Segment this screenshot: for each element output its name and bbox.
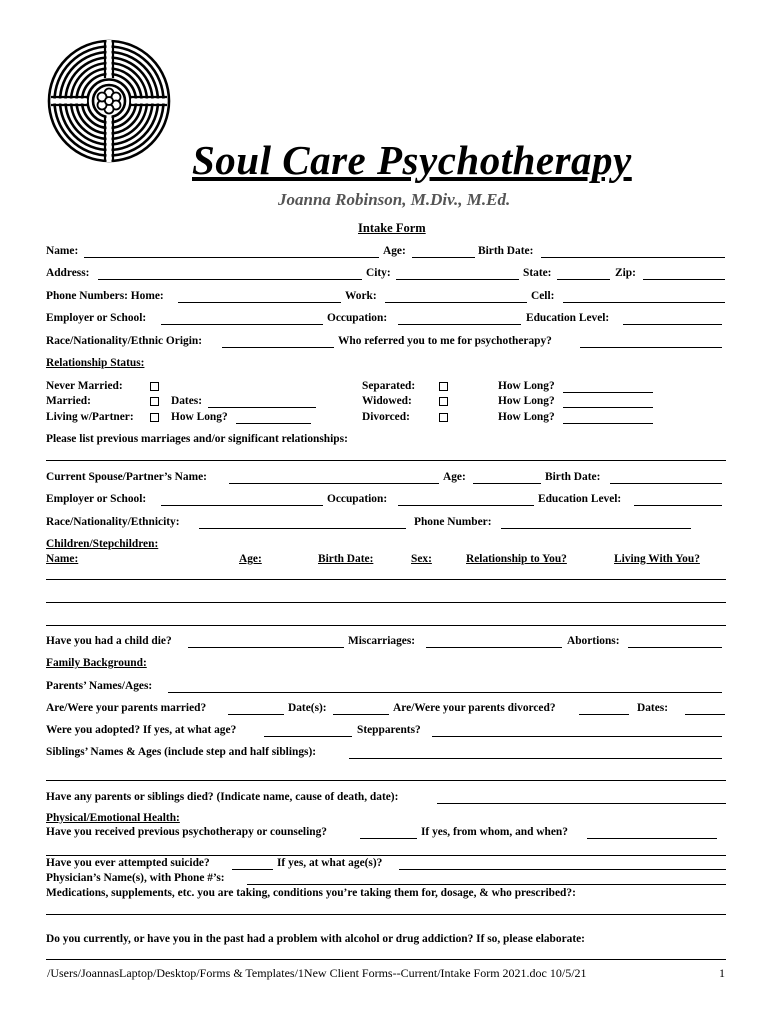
previous-therapy-label: Have you received previous psychotherapy or counseling? [46, 826, 327, 838]
zip-label: Zip: [615, 267, 636, 279]
child-die-label: Have you had a child die? [46, 635, 172, 647]
work-phone-field[interactable] [385, 302, 527, 303]
form-title: Intake Form [358, 221, 426, 235]
medications-label: Medications, supplements, etc. you are taking, conditions you’re taking them for, dosage, & who prescribed?: [46, 887, 576, 899]
widowed-how-long-field[interactable] [563, 407, 653, 408]
referred-field[interactable] [580, 347, 722, 348]
zip-field[interactable] [643, 279, 725, 280]
abortions-field[interactable] [628, 647, 722, 648]
living-how-long-label: How Long? [171, 411, 228, 423]
city-label: City: [366, 267, 391, 279]
suicide-label: Have you ever attempted suicide? [46, 857, 210, 869]
abortions-label: Abortions: [567, 635, 620, 647]
siblings-label: Siblings’ Names & Ages (include step and half siblings): [46, 746, 317, 758]
children-row-field[interactable] [46, 602, 726, 603]
phone-home-field[interactable] [178, 302, 341, 303]
divorced-how-long-label: How Long? [498, 411, 555, 423]
spouse-race-label: Race/Nationality/Ethnicity: [46, 516, 180, 528]
siblings-field-extra[interactable] [46, 780, 726, 781]
widowed-how-long-label: How Long? [498, 395, 555, 407]
city-field[interactable] [396, 279, 519, 280]
employer-label: Employer or School: [46, 312, 147, 324]
parents-married-field[interactable] [228, 714, 284, 715]
living-partner-checkbox[interactable] [150, 413, 159, 422]
occupation-label: Occupation: [327, 312, 388, 324]
adopted-field[interactable] [264, 736, 352, 737]
children-col-sex: Sex: [411, 553, 432, 565]
cell-label: Cell: [531, 290, 555, 302]
previous-relationships-label: Please list previous marriages and/or significant relationships: [46, 433, 348, 445]
children-row-field[interactable] [46, 625, 726, 626]
stepparents-label: Stepparents? [357, 724, 421, 736]
adopted-label: Were you adopted? If yes, at what age? [46, 724, 237, 736]
separated-checkbox[interactable] [439, 382, 448, 391]
health-heading: Physical/Emotional Health: [46, 812, 180, 824]
spouse-education-label: Education Level: [538, 493, 622, 505]
siblings-field[interactable] [349, 758, 722, 759]
spouse-occupation-label: Occupation: [327, 493, 388, 505]
spouse-phone-label: Phone Number: [414, 516, 492, 528]
parents-divorced-dates-field[interactable] [685, 714, 725, 715]
birth-date-label: Birth Date: [478, 245, 534, 257]
parents-field[interactable] [168, 692, 722, 693]
divorced-how-long-field[interactable] [563, 423, 653, 424]
separated-label: Separated: [362, 380, 416, 392]
race-field[interactable] [222, 347, 334, 348]
children-col-living: Living With You? [614, 553, 700, 565]
spouse-phone-field[interactable] [501, 528, 691, 529]
parents-label: Parents’ Names/Ages: [46, 680, 153, 692]
footer-file-path: /Users/JoannasLaptop/Desktop/Forms & Templates/1New Client Forms--Current/Intake Form 2021.doc 10/5/21 [47, 966, 587, 980]
spouse-name-label: Current Spouse/Partner’s Name: [46, 471, 207, 483]
education-field[interactable] [623, 324, 722, 325]
medications-field[interactable] [46, 914, 726, 915]
children-heading: Children/Stepchildren: [46, 538, 159, 550]
child-die-field[interactable] [188, 647, 344, 648]
spouse-name-field[interactable] [229, 483, 439, 484]
name-field[interactable] [84, 257, 379, 258]
children-row-field[interactable] [46, 579, 726, 580]
miscarriages-field[interactable] [426, 647, 562, 648]
occupation-field[interactable] [398, 324, 521, 325]
page-title: Soul Care Psychotherapy [192, 137, 632, 183]
birth-date-field[interactable] [541, 257, 725, 258]
state-label: State: [523, 267, 552, 279]
education-label: Education Level: [526, 312, 610, 324]
employer-field[interactable] [161, 324, 323, 325]
married-checkbox[interactable] [150, 397, 159, 406]
living-partner-label: Living w/Partner: [46, 411, 134, 423]
spouse-occupation-field[interactable] [398, 505, 534, 506]
widowed-checkbox[interactable] [439, 397, 448, 406]
spouse-birth-date-field[interactable] [610, 483, 722, 484]
previous-therapy-field[interactable] [360, 838, 417, 839]
separated-how-long-field[interactable] [563, 392, 653, 393]
spouse-employer-label: Employer or School: [46, 493, 147, 505]
spouse-birth-date-label: Birth Date: [545, 471, 601, 483]
referred-label: Who referred you to me for psychotherapy? [338, 335, 552, 347]
never-married-label: Never Married: [46, 380, 123, 392]
children-col-birth-date: Birth Date: [318, 553, 374, 565]
work-label: Work: [345, 290, 377, 302]
divorced-checkbox[interactable] [439, 413, 448, 422]
cell-phone-field[interactable] [563, 302, 725, 303]
parents-divorced-field[interactable] [579, 714, 629, 715]
footer-page-number: 1 [719, 966, 725, 980]
stepparents-field[interactable] [432, 736, 722, 737]
married-label: Married: [46, 395, 91, 407]
race-label: Race/Nationality/Ethnic Origin: [46, 335, 202, 347]
name-label: Name: [46, 245, 79, 257]
from-whom-field[interactable] [587, 838, 717, 839]
age-label: Age: [383, 245, 406, 257]
married-dates-field[interactable] [208, 407, 316, 408]
spouse-race-field[interactable] [199, 528, 406, 529]
phone-home-label: Phone Numbers: Home: [46, 290, 164, 302]
children-col-relationship: Relationship to You? [466, 553, 567, 565]
page-subtitle: Joanna Robinson, M.Div., M.Ed. [278, 190, 511, 209]
parents-divorced-label: Are/Were your parents divorced? [393, 702, 556, 714]
spouse-age-label: Age: [443, 471, 466, 483]
alcohol-label: Do you currently, or have you in the past had a problem with alcohol or drug addiction? If so, please elaborate: [46, 933, 585, 945]
from-whom-label: If yes, from whom, and when? [421, 826, 568, 838]
suicide-field[interactable] [232, 869, 273, 870]
physician-label: Physician’s Name(s), with Phone #’s: [46, 872, 225, 884]
family-heading: Family Background: [46, 657, 147, 669]
separated-how-long-label: How Long? [498, 380, 555, 392]
parents-married-dates-label: Date(s): [288, 702, 327, 714]
died-field[interactable] [437, 803, 726, 804]
died-label: Have any parents or siblings died? (Indicate name, cause of death, date): [46, 791, 399, 803]
relationship-heading: Relationship Status: [46, 357, 145, 369]
widowed-label: Widowed: [362, 395, 412, 407]
therapy-details-field[interactable] [46, 855, 726, 856]
divorced-label: Divorced: [362, 411, 410, 423]
parents-divorced-dates-label: Dates: [637, 702, 668, 714]
parents-married-dates-field[interactable] [333, 714, 389, 715]
children-col-age: Age: [239, 553, 262, 565]
parents-married-label: Are/Were your parents married? [46, 702, 207, 714]
suicide-age-field[interactable] [399, 869, 726, 870]
address-field[interactable] [98, 279, 362, 280]
state-field[interactable] [557, 279, 610, 280]
labyrinth-logo-icon [45, 38, 173, 164]
children-col-name: Name: [46, 553, 79, 565]
footer-rule [46, 959, 726, 960]
never-married-checkbox[interactable] [150, 382, 159, 391]
previous-relationships-field[interactable] [46, 460, 726, 461]
age-field[interactable] [412, 257, 475, 258]
miscarriages-label: Miscarriages: [348, 635, 416, 647]
address-label: Address: [46, 267, 90, 279]
married-dates-label: Dates: [171, 395, 202, 407]
spouse-education-field[interactable] [634, 505, 722, 506]
spouse-age-field[interactable] [473, 483, 541, 484]
spouse-employer-field[interactable] [161, 505, 323, 506]
suicide-age-label: If yes, at what age(s)? [277, 857, 383, 869]
living-how-long-field[interactable] [236, 423, 311, 424]
physician-field[interactable] [247, 884, 726, 885]
